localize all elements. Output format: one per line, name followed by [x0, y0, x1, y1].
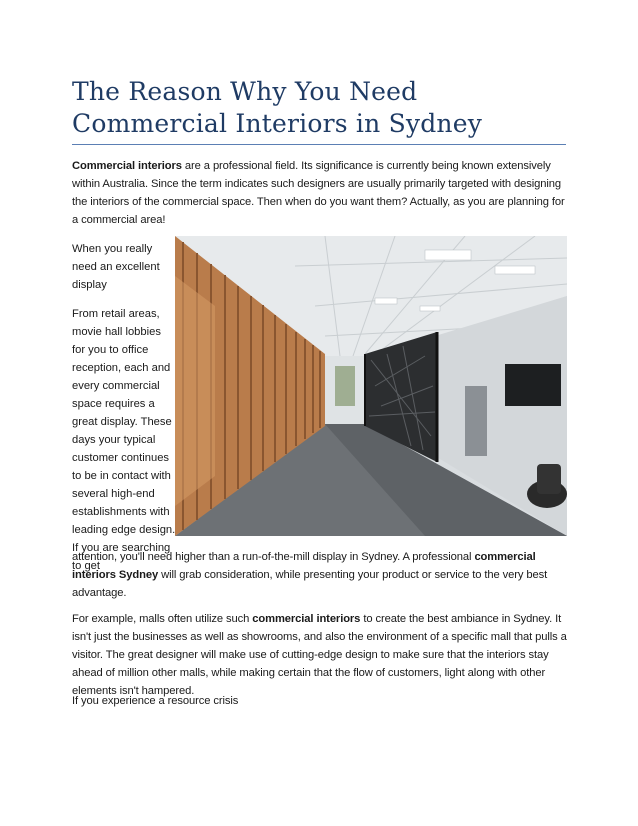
attention-paragraph [72, 548, 568, 602]
keyword-commercial-interiors: Commercial interiors [72, 160, 182, 172]
keyword-commercial-interiors-sydney: commercial interiors Sydney [72, 551, 536, 581]
attention-text-after: will grab consideration, while presenting your product or service to the very best advantage. [72, 569, 548, 599]
attention-text-before: attention, you'll need higher than a run-of-the-mill display in Sydney. A professional [72, 551, 475, 563]
malls-text-before: For example, malls often utilize such [72, 613, 253, 625]
keyword-commercial-interiors-2: commercial interiors [252, 613, 361, 625]
wrapped-paragraph: From retail areas, movie hall lobbies for you to office reception, each and every commercial space requires a great display. These days your typical customer continues to be in contact with several high-end establishments with leading edge design. If you are searching to get [72, 308, 176, 572]
page-title: The Reason Why You Need Commercial Interiors in Sydney [72, 77, 483, 138]
office-corridor-photo [175, 236, 567, 536]
subheading-excellent-display: When you really need an excellent display [72, 243, 160, 291]
resource-crisis-heading: If you experience a resource crisis [72, 695, 239, 707]
intro-text: are a professional field. Its significance is currently being known extensively within Australia. Since the term indicates such designers are usually primarily targeted with designing the interiors of the commercial space. Then when do you want them? Actually, as you are planning for a commercial area! [72, 160, 565, 226]
malls-text-after: to create the best ambiance in Sydney. It isn't just the businesses as well as showrooms, and also the environment of a specific mall that pulls a visitor. The great designer will make use of cutting-edge design to make sure that the interiors stay ahead of million other malls, while making certain that the flow of customers, light along with other elements isn't hampered. [72, 613, 567, 697]
title-underline [72, 144, 566, 145]
corridor-illustration [175, 236, 567, 536]
malls-paragraph [72, 610, 568, 700]
intro-paragraph [72, 157, 568, 229]
